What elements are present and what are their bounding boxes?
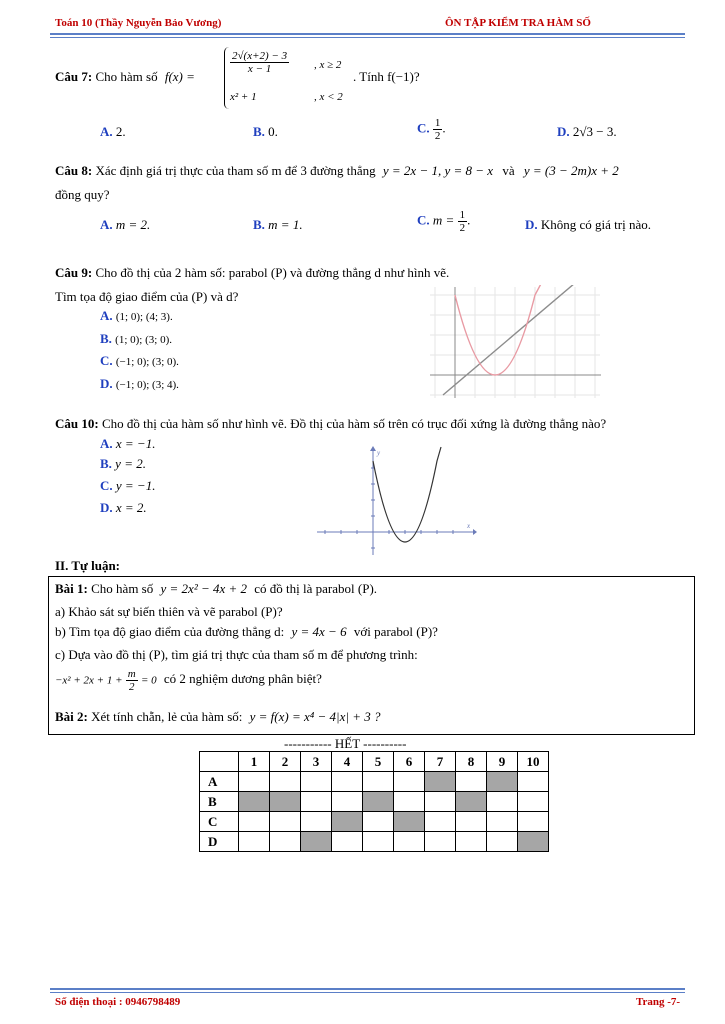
q10-y-label: y: [377, 449, 381, 457]
q9-option-c: C. (−1; 0); (3; 0).: [100, 353, 179, 368]
bai1-b: b) Tìm tọa độ giao điểm của đường thẳng d: y = 4x − 6 với parabol (P)?: [55, 624, 438, 639]
bai1-func: y = 2x² − 4x + 2: [160, 581, 248, 596]
q7-fx: f(x) =: [164, 69, 195, 84]
answer-cell: [425, 812, 456, 832]
answer-col-header: 2: [270, 752, 301, 772]
answer-cell: [239, 772, 270, 792]
answer-cell: [456, 812, 487, 832]
q9-stem: [55, 265, 449, 281]
bai2-label: Bài 2:: [55, 709, 88, 724]
q8-option-d: D. Không có giá trị nào.: [525, 217, 652, 232]
q10-parabola: [373, 447, 441, 542]
footer-page: Trang -7-: [636, 996, 681, 1008]
q8-and: và: [502, 163, 515, 178]
answer-row-b: [200, 792, 549, 812]
answer-col-header: 1: [239, 752, 270, 772]
answer-cell: [487, 832, 518, 852]
q8-option-a: A. m = 2.: [100, 217, 151, 232]
q10-x-label: x: [467, 522, 471, 530]
answer-row-label: B: [200, 792, 239, 812]
q7-brace: [224, 47, 229, 109]
q10-option-a: A. x = −1.: [100, 436, 156, 451]
header-right: ÔN TẬP KIỂM TRA HÀM SỐ: [445, 17, 591, 29]
answer-col-header: 10: [518, 752, 549, 772]
part2-title: II. Tự luận:: [55, 558, 121, 573]
header-rule-thin: [50, 37, 685, 38]
footer-rule-thin: [50, 992, 685, 993]
answer-cell: [332, 832, 363, 852]
q7-case1-den: x − 1: [247, 63, 272, 75]
header-rule: [50, 33, 685, 35]
header-left: Toán 10 (Thầy Nguyễn Bảo Vương): [55, 17, 222, 29]
q8-label: Câu 8:: [55, 163, 93, 178]
answer-cell: [301, 792, 332, 812]
q7-case1-cond: , x ≥ 2: [314, 59, 342, 71]
q7-case1-fraction: [230, 50, 289, 75]
answer-row-label: D: [200, 832, 239, 852]
answer-cell: [270, 792, 301, 812]
q7-label: Câu 7:: [55, 69, 93, 84]
answer-cell: [332, 812, 363, 832]
q9-option-b: B. (1; 0); (3; 0).: [100, 331, 172, 346]
bai1-text-after: có đồ thị là parabol (P).: [254, 581, 378, 596]
answer-cell: [394, 812, 425, 832]
answer-cell: [518, 772, 549, 792]
answer-cell: [363, 772, 394, 792]
bai1-label: Bài 1:: [55, 581, 88, 596]
q9-text: Cho đồ thị của 2 hàm số: parabol (P) và đường thẳng d như hình vẽ.: [95, 265, 450, 280]
q10-label: Câu 10:: [55, 416, 99, 431]
q7-option-a: A. 2.: [100, 124, 126, 139]
q8-text2: đồng quy?: [55, 187, 110, 202]
q10-text: Cho đồ thị của hàm số như hình vẽ. Đồ thị của hàm số trên có trục đối xứng là đường thẳng nào?: [101, 416, 607, 431]
q7-case2: x² + 1: [230, 91, 257, 103]
answer-cell: [239, 832, 270, 852]
answer-cell: [270, 772, 301, 792]
answer-row-label: C: [200, 812, 239, 832]
answer-cell: [394, 772, 425, 792]
q9-text2: Tìm tọa độ giao điểm của (P) và d?: [55, 289, 239, 304]
answer-cell: [456, 832, 487, 852]
q7-case1-num: 2√(x+2) − 3: [232, 50, 288, 62]
answer-cell: [270, 832, 301, 852]
q10-option-d: D. x = 2.: [100, 500, 147, 515]
answer-col-header: 9: [487, 752, 518, 772]
answer-col-header: 5: [363, 752, 394, 772]
answer-cell: [456, 772, 487, 792]
answer-cell: [301, 832, 332, 852]
q7-case2-cond: , x < 2: [314, 91, 343, 103]
answer-col-header: 7: [425, 752, 456, 772]
answer-cell: [487, 812, 518, 832]
answer-cell: [301, 812, 332, 832]
answer-cell: [487, 792, 518, 812]
q7-option-c: C. $\frac{1}{2}$ .: [417, 117, 446, 142]
answer-col-header: 4: [332, 752, 363, 772]
answer-cell: [518, 792, 549, 812]
bai1-text: Cho hàm số: [91, 581, 154, 596]
answer-cell: [301, 772, 332, 792]
answer-cell: [363, 832, 394, 852]
answer-cell: [518, 812, 549, 832]
q10-stem: [55, 416, 606, 432]
q8-option-c: C. m = $\frac{1}{2}$ .: [417, 209, 471, 234]
answer-cell: [270, 812, 301, 832]
answer-table: [199, 751, 549, 852]
answer-row-label: A: [200, 772, 239, 792]
q10-y-arrow: [370, 446, 376, 451]
q10-option-c: C. y = −1.: [100, 478, 156, 493]
answer-cell: [425, 792, 456, 812]
q8-text: Xác định giá trị thực của tham số m để 3 đường thẳng: [95, 163, 376, 178]
q10-option-b: B. y = 2.: [100, 456, 146, 471]
answer-col-header: 6: [394, 752, 425, 772]
end-marker: ----------- HẾT ----------: [284, 736, 407, 751]
bai1-c: c) Dựa vào đồ thị (P), tìm giá trị thực của tham số m để phương trình:: [55, 647, 418, 662]
bai2-func: y = f(x) = x⁴ − 4|x| + 3 ?: [249, 709, 381, 724]
q7-text: Cho hàm số: [95, 69, 158, 84]
answer-cell: [487, 772, 518, 792]
answer-cell: [363, 792, 394, 812]
bai1-stem: [55, 581, 377, 597]
q8-option-b: B. m = 1.: [253, 217, 303, 232]
answer-row-c: [200, 812, 549, 832]
q10-graph: [315, 445, 477, 557]
answer-cell: [394, 792, 425, 812]
bai2-stem: [55, 709, 381, 725]
answer-table-header: [200, 752, 549, 772]
q9-option-d: D. (−1; 0); (3; 4).: [100, 376, 179, 391]
answer-row-a: [200, 772, 549, 792]
answer-cell: [394, 832, 425, 852]
q7-option-b: B. 0.: [253, 124, 278, 139]
answer-cell: [332, 792, 363, 812]
q7-ask: . Tính f(−1)?: [353, 69, 420, 84]
bai2-text: Xét tính chẵn, lẻ của hàm số:: [91, 709, 243, 724]
q9-option-a: A. (1; 0); (4; 3).: [100, 308, 173, 323]
answer-row-d: [200, 832, 549, 852]
q9-graph: [425, 285, 603, 400]
q7-option-d: D. 2√3 − 3.: [557, 124, 617, 139]
answer-col-header: 3: [301, 752, 332, 772]
answer-cell: [518, 832, 549, 852]
answer-cell: [425, 772, 456, 792]
q10-ticks: [325, 468, 453, 548]
q9-label: Câu 9:: [55, 265, 93, 280]
q8-line3: y = (3 − 2m)x + 2: [523, 163, 619, 178]
answer-table-corner: [200, 752, 239, 772]
q9-parabola-p: [455, 285, 543, 375]
answer-col-header: 8: [456, 752, 487, 772]
q10-x-arrow: [473, 529, 477, 535]
footer-phone: Số điện thoại : 0946798489: [55, 996, 181, 1008]
q8-lines: y = 2x − 1, y = 8 − x: [382, 163, 494, 178]
answer-cell: [332, 772, 363, 792]
q7-stem: [55, 69, 195, 85]
answer-cell: [363, 812, 394, 832]
footer-rule: [50, 988, 685, 990]
answer-cell: [456, 792, 487, 812]
answer-cell: [425, 832, 456, 852]
bai1-equation: −x² + 2x + 1 + $\frac{m}{2}$ = 0 có 2 nghiệm dương phân biệt?: [55, 668, 322, 693]
bai1-a: a) Khảo sát sự biến thiên và vẽ parabol (P)?: [55, 604, 283, 619]
answer-cell: [239, 812, 270, 832]
answer-cell: [239, 792, 270, 812]
q8-stem: [55, 163, 619, 179]
